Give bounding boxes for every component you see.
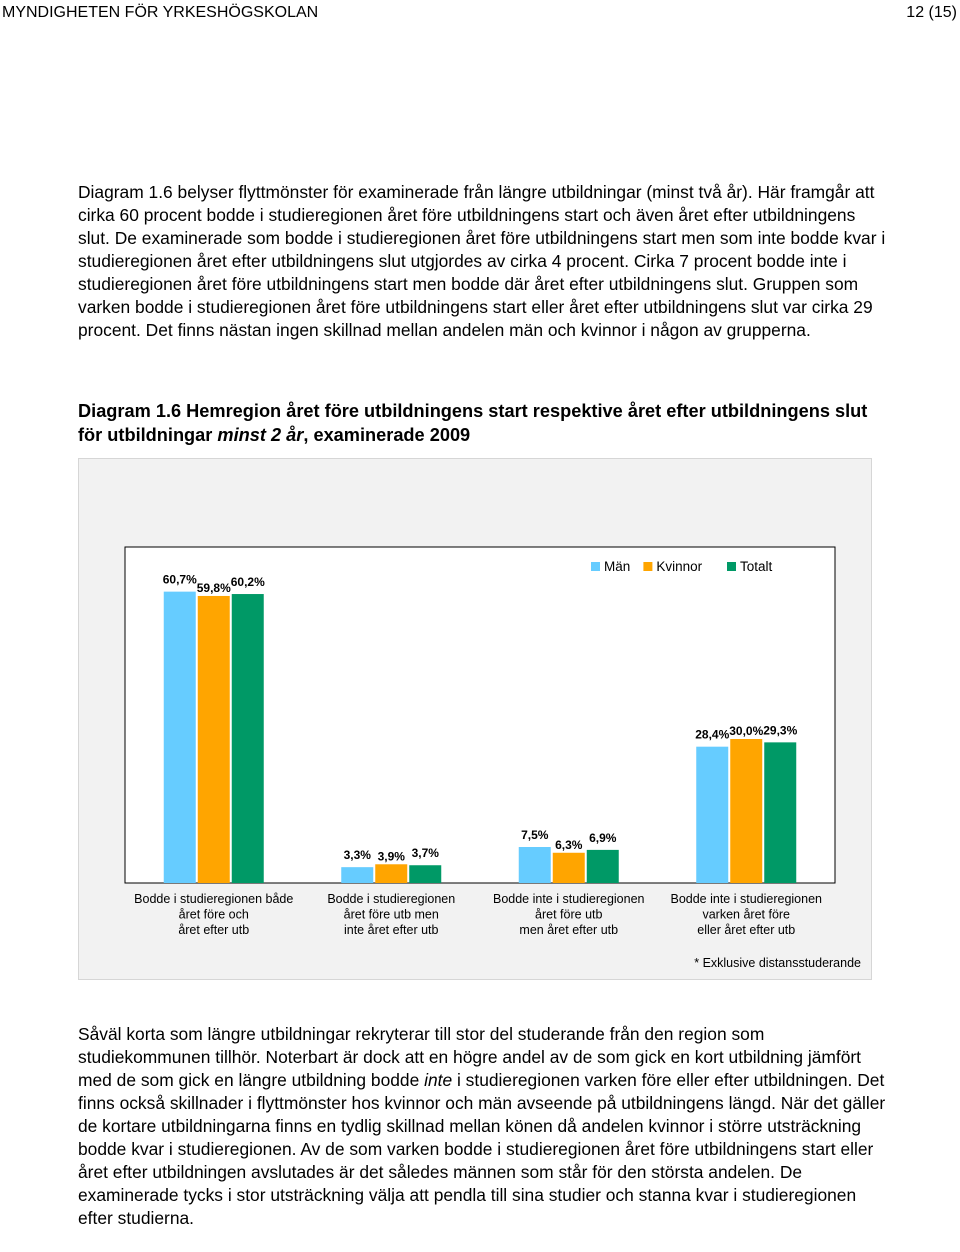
chart-footnote: * Exklusive distansstuderande [694, 956, 861, 970]
data-label: 3,9% [377, 849, 405, 864]
agency-name: MYNDIGHETEN FÖR YRKESHÖGSKOLAN [2, 4, 319, 21]
figure-title [78, 400, 888, 447]
data-label: 3,7% [411, 846, 439, 861]
bar [409, 865, 441, 883]
category-label: året före utb men [343, 907, 439, 922]
legend-label: Kvinnor [656, 559, 703, 574]
data-label: 7,5% [521, 828, 549, 842]
legend-swatch [727, 562, 736, 571]
bar-chart [79, 459, 873, 981]
closing-paragraph-text: Såväl korta som längre utbildningar rekryterar till stor del studerande från den region som studiekommunen tillhör. Noterbart är dock att en högre andel av de som gick en kort utbildning jämfört med de som gick en längre utbildning bodde [78, 1024, 861, 1090]
category-label: men året efter utb [519, 923, 619, 937]
figure-title-text: Diagram 1.6 Hemregion året före utbildningens start respektive året efter utbildningens slut för utbildningar [78, 401, 868, 445]
bar [375, 864, 407, 883]
category-label: Bodde inte i studieregionen [670, 892, 823, 906]
data-label: 60,2% [230, 575, 265, 590]
data-label: 6,9% [589, 830, 617, 845]
bar [519, 847, 551, 883]
figure-title-emphasis: minst 2 år [217, 424, 304, 445]
category-label: Bodde inte i studieregionen [492, 892, 645, 906]
bar [696, 747, 728, 883]
category-label: året före utb [535, 907, 603, 922]
bar [730, 739, 762, 883]
data-label: 29,3% [763, 723, 798, 738]
legend-label: Män [604, 559, 631, 574]
category-label: varken året före [702, 907, 791, 922]
bar [553, 853, 585, 883]
bar [232, 594, 264, 883]
data-label: 60,7% [162, 572, 197, 587]
bar [164, 592, 196, 883]
category-label: Bodde i studieregionen [327, 892, 456, 906]
data-label: 28,4% [695, 727, 730, 742]
page-number: 12 (15) [906, 4, 957, 21]
chart-area [78, 458, 872, 980]
category-label: året efter utb [178, 923, 250, 937]
bar [198, 596, 230, 883]
data-label: 6,3% [555, 837, 583, 852]
data-label: 3,3% [343, 848, 371, 863]
legend-label: Totalt [740, 559, 773, 574]
legend-swatch [643, 562, 652, 571]
figure-title-suffix: , examinerade 2009 [303, 424, 471, 445]
legend-swatch [591, 562, 600, 571]
bar [587, 850, 619, 883]
category-label: Bodde i studieregionen både [134, 892, 294, 906]
bar [341, 867, 373, 883]
closing-paragraph-continued: i studieregionen varken före eller efter utbildningen. Det finns också skillnader i flyttmönster hos kvinnor och män avseende på utbildningens längd. När det gäller de kortare utbildningarna finns en tydlig skillnad mellan könen då andelen kvinnor i större utsträckning bodde kvar i studieregionen. Av de som varken bodde i studieregionen året före utbildningens start eller året efter utbildningen avslutades är det således männen som står för den största andelen. De examinerade tycks i stor utsträckning välja att pendla till sina studier och stanna kvar i studieregionen efter studierna. [78, 1070, 886, 1228]
intro-paragraph: Diagram 1.6 belyser flyttmönster för examinerade från längre utbildningar (minst två år). Här framgår att cirka 60 procent bodde i studieregionen året före utbildningens start och även året efter utbildningens slut. De examinerade som bodde i studieregionen året före utbildningens start men som inte bodde kvar i studieregionen året efter utbildningens slut utgjordes av cirka 4 procent. Cirka 7 procent bodde inte i studieregionen året före utbildningens start men bodde där året efter utbildningens slut. Gruppen som varken bodde i studieregionen året före utbildningens start eller året efter utbildningens slut var cirka 29 procent. Det finns nästan ingen skillnad mellan andelen män och kvinnor i någon av grupperna. [78, 182, 886, 340]
closing-paragraph [78, 1023, 888, 1230]
data-label: 30,0% [729, 724, 764, 738]
category-label: inte året efter utb [343, 923, 439, 937]
category-label: året före och [178, 907, 249, 922]
plot-area [125, 547, 835, 883]
bar [764, 742, 796, 883]
data-label: 59,8% [196, 580, 231, 595]
category-label: eller året efter utb [697, 923, 796, 937]
closing-paragraph-emphasis: inte [424, 1070, 453, 1090]
